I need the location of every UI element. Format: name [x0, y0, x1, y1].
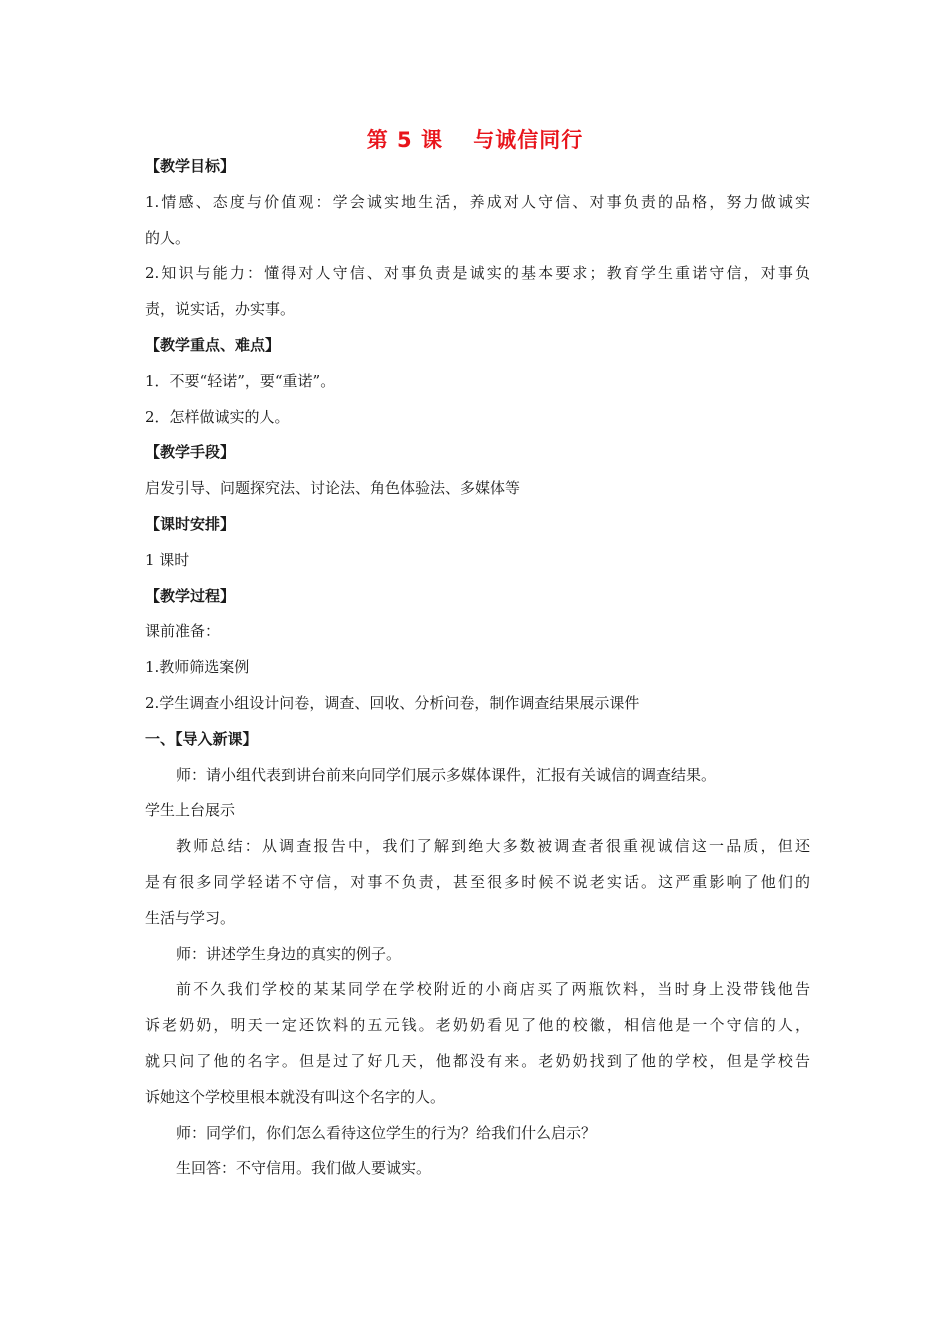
text-line: 2.学生调查小组设计问卷，调查、回收、分析问卷，制作调查结果展示课件	[145, 693, 640, 712]
section-heading: 【课时安排】	[145, 514, 236, 533]
text-line: 师：同学们，你们怎么看待这位学生的行为？给我们什么启示？	[176, 1123, 597, 1142]
text-line: 教师总结：从调查报告中，我们了解到绝大多数被调查者很重视诚信这一品质，但还	[176, 837, 810, 856]
text-line: 的人。	[145, 228, 191, 247]
section-heading: 一、【导入新课】	[145, 729, 258, 748]
text-line: 师：请小组代表到讲台前来向同学们展示多媒体课件，汇报有关诚信的调查结果。	[176, 765, 717, 784]
document-body	[145, 149, 810, 1187]
text-line: 1.教师筛选案例	[145, 658, 250, 677]
text-line: 前不久我们学校的某某同学在学校附近的小商店买了两瓶饮料，当时身上没带钱他告	[176, 980, 810, 999]
text-line: 1 课时	[145, 550, 190, 569]
text-line: 责，说实话，办实事。	[145, 300, 296, 319]
text-line: 1.情感、态度与价值观：学会诚实地生活，养成对人守信、对事负责的品格，努力做诚实	[145, 192, 810, 211]
text-line: 是有很多同学轻诺不守信，对事不负责，甚至很多时候不说老实话。这严重影响了他们的	[145, 872, 810, 891]
section-heading: 【教学过程】	[145, 586, 236, 605]
document-title: 第 5 课 与诚信同行	[366, 128, 584, 152]
text-line: 诉老奶奶，明天一定还饮料的五元钱。老奶奶看见了他的校徽，相信他是一个守信的人，	[145, 1016, 810, 1035]
text-line: 2.知识与能力：懂得对人守信、对事负责是诚实的基本要求；教育学生重诺守信，对事负	[145, 264, 810, 283]
section-heading: 【教学重点、难点】	[145, 335, 281, 354]
text-line: 课前准备：	[145, 622, 221, 641]
section-heading: 【教学手段】	[145, 443, 236, 462]
text-line: 生活与学习。	[145, 908, 236, 927]
text-line: 1．不要“轻诺”，要“重诺”。	[145, 371, 336, 390]
text-line: 学生上台展示	[145, 801, 236, 820]
text-line: 启发引导、问题探究法、讨论法、角色体验法、多媒体等	[145, 479, 521, 498]
text-line: 生回答：不守信用。我们做人要诚实。	[176, 1159, 432, 1178]
section-heading: 【教学目标】	[145, 157, 236, 175]
text-line: 诉她这个学校里根本就没有叫这个名字的人。	[145, 1087, 446, 1106]
text-line: 师：讲述学生身边的真实的例子。	[176, 944, 402, 963]
text-line: 2．怎样做诚实的人。	[145, 407, 290, 426]
text-line: 就只问了他的名字。但是过了好几天，他都没有来。老奶奶找到了他的学校，但是学校告	[145, 1051, 810, 1070]
